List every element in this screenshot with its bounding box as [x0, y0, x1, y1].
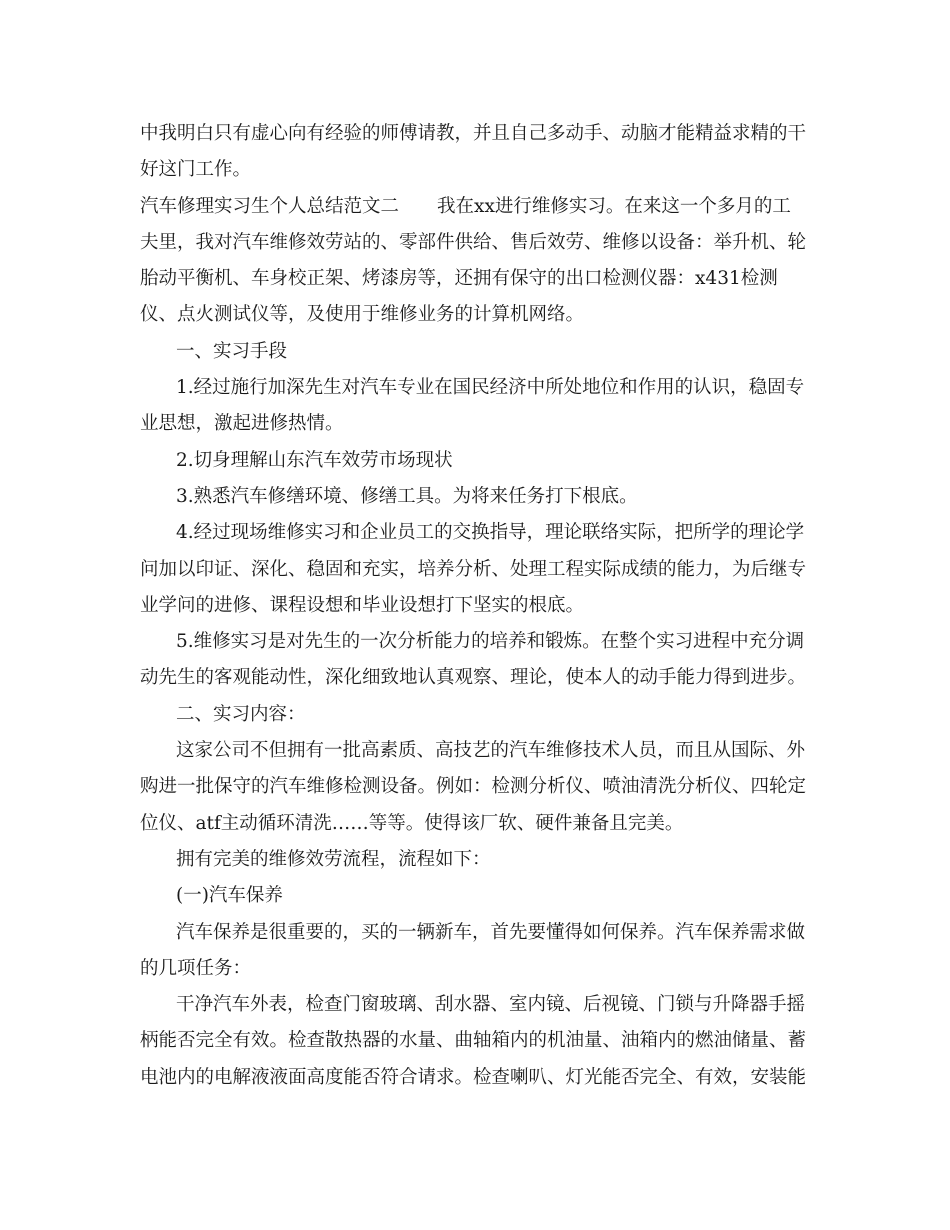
paragraph-line: 汽车保养是很重要的，买的一辆新车，首先要懂得如何保养。汽车保养需求做: [176, 921, 806, 943]
paragraph-line: 的几项任务：: [140, 957, 252, 979]
paragraph-line: 中我明白只有虚心向有经验的师傅请教，并且自己多动手、动脑才能精益求精的干: [140, 123, 807, 144]
heading-objectives: 一、实习手段: [176, 340, 288, 362]
section-title-line: [140, 189, 816, 225]
subheading-maintenance: (一)汽车保养: [176, 885, 283, 907]
paragraph-line: 这家公司不但拥有一批高素质、高技艺的汽车维修技术人员，而且从国际、外: [176, 740, 806, 762]
list-item: 5.维修实习是对先生的一次分析能力的培养和锻炼。在整个实习进程中充分调: [176, 631, 805, 653]
paragraph-line: 问加以印证、深化、稳固和充实，培养分析、处理工程实际成绩的能力，为后继专: [140, 558, 807, 580]
paragraph-line: 好这门工作。: [140, 159, 252, 181]
paragraph-line: 拥有完美的维修效劳流程，流程如下：: [176, 848, 491, 870]
document-body: [140, 116, 816, 1096]
paragraph-line: 业思想，激起进修热情。: [140, 413, 344, 435]
paragraph-line: 动先生的客观能动性，深化细致地认真观察、理论，使本人的动手能力得到进步。: [140, 667, 807, 689]
paragraph-line: 位仪、atf主动循环清洗……等等。使得该厂软、硬件兼备且完美。: [140, 812, 684, 834]
paragraph-line: 业学问的进修、课程设想和毕业设想打下坚实的根底。: [140, 594, 585, 616]
list-item: 4.经过现场维修实习和企业员工的交换指导，理论联络实际，把所学的理论学: [176, 522, 805, 544]
paragraph-line: 夫里，我对汽车维修效劳站的、零部件供给、售后效劳、维修以设备：举升机、轮: [140, 231, 807, 253]
paragraph-text: 我在xx进行维修实习。在来这一个多月的工: [437, 195, 791, 217]
paragraph-line: 柄能否完全有效。检查散热器的水量、曲轴箱内的机油量、油箱内的燃油储量、蓄: [140, 1030, 807, 1052]
section-title: 汽车修理实习生个人总结范文二: [140, 195, 400, 217]
heading-content: 二、实习内容：: [176, 703, 306, 725]
list-item: 2.切身理解山东汽车效劳市场现状: [176, 449, 453, 471]
paragraph-line: 干净汽车外表，检查门窗玻璃、刮水器、室内镜、后视镜、门锁与升降器手摇: [176, 994, 806, 1016]
paragraph-line: 仪、点火测试仪等，及使用于维修业务的计算机网络。: [140, 304, 585, 326]
paragraph-line: 胎动平衡机、车身校正架、烤漆房等，还拥有保守的出口检测仪器：x431检测: [140, 268, 778, 290]
list-item: 3.熟悉汽车修缮环境、修缮工具。为将来任务打下根底。: [176, 485, 638, 507]
paragraph-line: 购进一批保守的汽车维修检测设备。例如：检测分析仪、喷油清洗分析仪、四轮定: [140, 776, 807, 798]
list-item: 1.经过施行加深先生对汽车专业在国民经济中所处地位和作用的认识，稳固专: [176, 377, 805, 399]
paragraph-line: 电池内的电解液液面高度能否符合请求。检查喇叭、灯光能否完全、有效，安装能: [140, 1066, 807, 1088]
